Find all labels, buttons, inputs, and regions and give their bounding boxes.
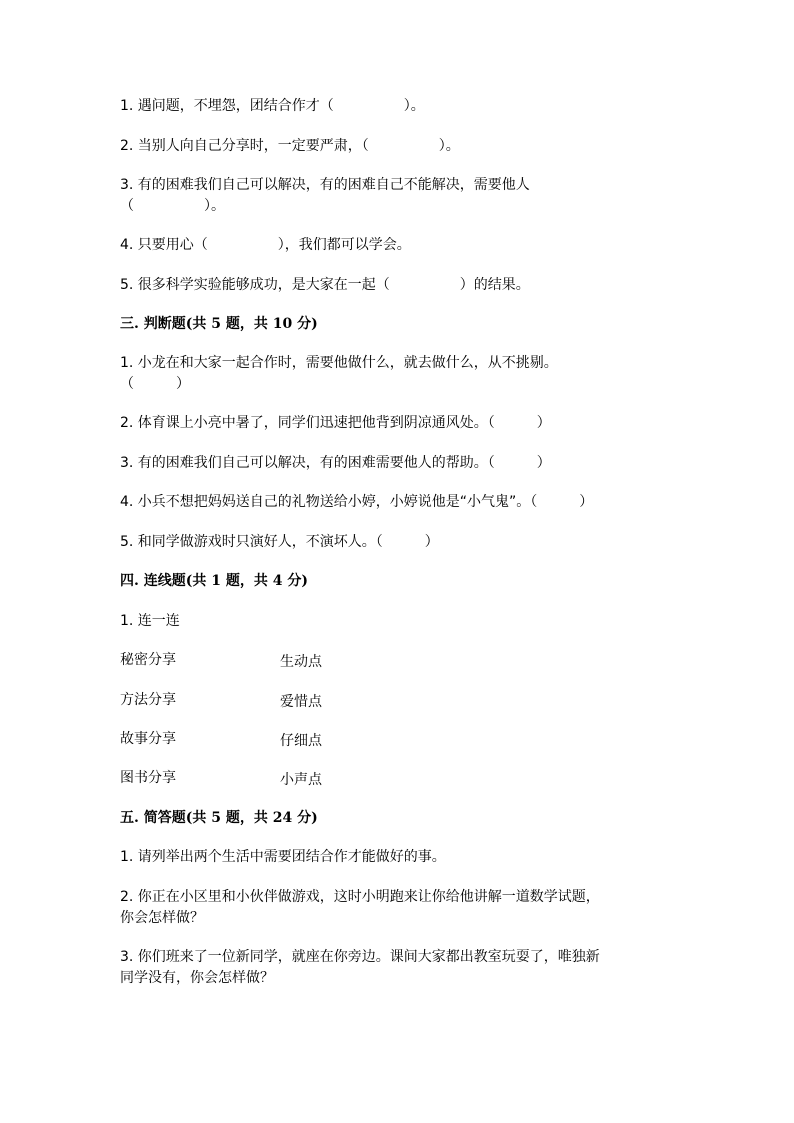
fill-blank-question-5: 5. 很多科学实验能够成功，是大家在一起（ ）的结果。 [120,277,530,293]
matching-right-item: 仔细点 [280,733,322,749]
matching-left-item: 图书分享 [120,770,176,786]
short-answer-question-1: 1. 请列举出两个生活中需要团结合作才能做好的事。 [120,849,446,865]
short-answer-question-3-line-2: 同学没有，你会怎样做？ [120,970,274,986]
judgement-question-4: 4. 小兵不想把妈妈送自己的礼物送给小婷，小婷说他是“小气鬼”。（ ） [120,494,594,510]
judgement-question-2: 2. 体育课上小亮中暑了，同学们迅速把他背到阴凉通风处。（ ） [120,415,551,431]
fill-blank-question-2: 2. 当别人向自己分享时，一定要严肃，（ ）。 [120,138,460,154]
fill-blank-question-3-line-1: 3. 有的困难我们自己可以解决，有的困难自己不能解决，需要他人 [120,177,530,193]
matching-question-1: 1. 连一连 [120,613,180,629]
matching-right-item: 爱惜点 [280,694,322,710]
matching-right-item: 生动点 [280,654,322,670]
short-answer-section-heading: 五. 简答题(共 5 题，共 24 分) [120,810,318,826]
judgement-question-5: 5. 和同学做游戏时只演好人，不演坏人。（ ） [120,534,439,550]
judgement-question-1-line-2: （ ） [120,376,190,392]
short-answer-question-2-line-1: 2. 你正在小区里和小伙伴做游戏，这时小明跑来让你给他讲解一道数学试题， [120,889,600,905]
fill-blank-question-3-line-2: （ ）。 [120,198,225,214]
matching-right-item: 小声点 [280,772,322,788]
matching-left-item: 秘密分享 [120,652,176,668]
matching-left-item: 方法分享 [120,692,176,708]
judgement-section-heading: 三. 判断题(共 5 题，共 10 分) [120,316,318,332]
matching-left-item: 故事分享 [120,731,176,747]
fill-blank-question-1: 1. 遇问题，不埋怨，团结合作才（ ）。 [120,98,425,114]
judgement-question-1-line-1: 1. 小龙在和大家一起合作时，需要他做什么，就去做什么，从不挑剔。 [120,355,558,371]
matching-section-heading: 四. 连线题(共 1 题，共 4 分) [120,573,308,589]
fill-blank-question-4: 4. 只要用心（ ），我们都可以学会。 [120,237,411,253]
judgement-question-3: 3. 有的困难我们自己可以解决，有的困难需要他人的帮助。（ ） [120,455,551,471]
short-answer-question-2-line-2: 你会怎样做？ [120,910,204,926]
short-answer-question-3-line-1: 3. 你们班来了一位新同学，就座在你旁边。课间大家都出教室玩耍了，唯独新 [120,949,600,965]
